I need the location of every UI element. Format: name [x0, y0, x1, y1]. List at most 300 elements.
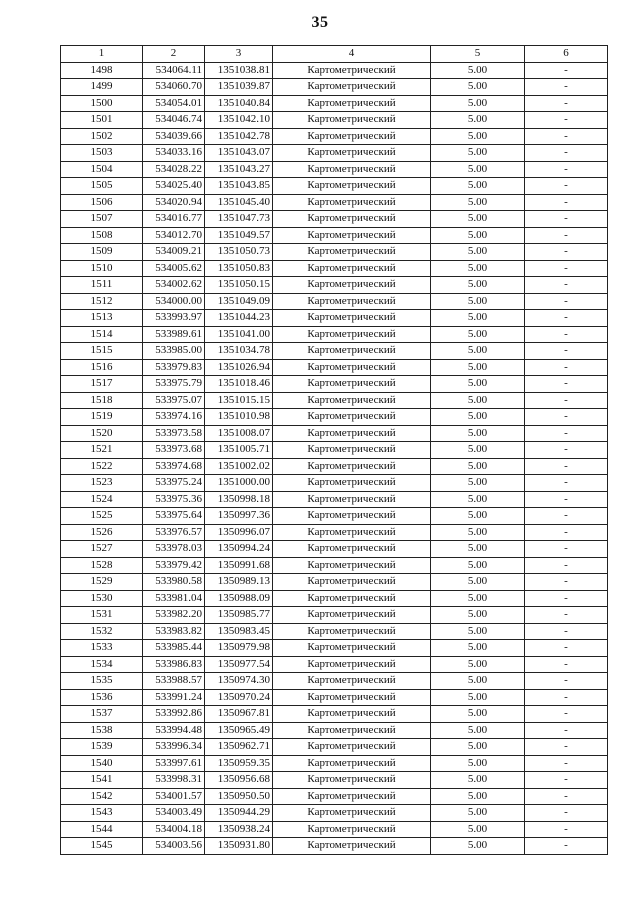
method-cell: Картометрический: [273, 128, 431, 145]
accuracy-cell: 5.00: [431, 145, 525, 162]
note-cell: -: [525, 161, 608, 178]
accuracy-cell: 5.00: [431, 541, 525, 558]
method-cell: Картометрический: [273, 112, 431, 129]
point-number-cell: 1537: [61, 706, 143, 723]
y-coordinate-cell: 1350991.68: [205, 557, 273, 574]
x-coordinate-cell: 533996.34: [143, 739, 205, 756]
table-row: [61, 409, 608, 426]
y-coordinate-cell: 1351050.73: [205, 244, 273, 261]
accuracy-cell: 5.00: [431, 475, 525, 492]
y-coordinate-cell: 1351050.83: [205, 260, 273, 277]
method-cell: Картометрический: [273, 359, 431, 376]
x-coordinate-cell: 533975.24: [143, 475, 205, 492]
accuracy-cell: 5.00: [431, 491, 525, 508]
x-coordinate-cell: 533976.57: [143, 524, 205, 541]
x-coordinate-cell: 533985.00: [143, 343, 205, 360]
point-number-cell: 1514: [61, 326, 143, 343]
note-cell: -: [525, 62, 608, 79]
method-cell: Картометрический: [273, 227, 431, 244]
x-coordinate-cell: 534025.40: [143, 178, 205, 195]
y-coordinate-cell: 1351044.23: [205, 310, 273, 327]
method-cell: Картометрический: [273, 607, 431, 624]
y-coordinate-cell: 1351002.02: [205, 458, 273, 475]
x-coordinate-cell: 533986.83: [143, 656, 205, 673]
accuracy-cell: 5.00: [431, 442, 525, 459]
note-cell: -: [525, 293, 608, 310]
y-coordinate-cell: 1350970.24: [205, 689, 273, 706]
table-row: [61, 821, 608, 838]
accuracy-cell: 5.00: [431, 376, 525, 393]
note-cell: -: [525, 557, 608, 574]
note-cell: -: [525, 524, 608, 541]
note-cell: -: [525, 838, 608, 855]
point-number-cell: 1538: [61, 722, 143, 739]
point-number-cell: 1511: [61, 277, 143, 294]
method-cell: Картометрический: [273, 161, 431, 178]
point-number-cell: 1524: [61, 491, 143, 508]
y-coordinate-cell: 1351043.07: [205, 145, 273, 162]
x-coordinate-cell: 533973.68: [143, 442, 205, 459]
point-number-cell: 1516: [61, 359, 143, 376]
note-cell: -: [525, 128, 608, 145]
x-coordinate-cell: 534001.57: [143, 788, 205, 805]
y-coordinate-cell: 1350950.50: [205, 788, 273, 805]
note-cell: -: [525, 574, 608, 591]
note-cell: -: [525, 772, 608, 789]
table-row: [61, 178, 608, 195]
y-coordinate-cell: 1351041.00: [205, 326, 273, 343]
column-header: 3: [205, 46, 273, 63]
note-cell: -: [525, 623, 608, 640]
note-cell: -: [525, 607, 608, 624]
point-number-cell: 1508: [61, 227, 143, 244]
table-row: [61, 623, 608, 640]
y-coordinate-cell: 1350974.30: [205, 673, 273, 690]
table-row: [61, 227, 608, 244]
point-number-cell: 1503: [61, 145, 143, 162]
note-cell: -: [525, 673, 608, 690]
note-cell: -: [525, 739, 608, 756]
x-coordinate-cell: 533974.16: [143, 409, 205, 426]
x-coordinate-cell: 533979.42: [143, 557, 205, 574]
y-coordinate-cell: 1351042.78: [205, 128, 273, 145]
x-coordinate-cell: 533988.57: [143, 673, 205, 690]
method-cell: Картометрический: [273, 62, 431, 79]
note-cell: -: [525, 227, 608, 244]
y-coordinate-cell: 1350931.80: [205, 838, 273, 855]
y-coordinate-cell: 1350988.09: [205, 590, 273, 607]
table-row: [61, 112, 608, 129]
method-cell: Картометрический: [273, 244, 431, 261]
point-number-cell: 1530: [61, 590, 143, 607]
y-coordinate-cell: 1350979.98: [205, 640, 273, 657]
x-coordinate-cell: 534039.66: [143, 128, 205, 145]
point-number-cell: 1531: [61, 607, 143, 624]
accuracy-cell: 5.00: [431, 62, 525, 79]
table-row: [61, 62, 608, 79]
point-number-cell: 1518: [61, 392, 143, 409]
note-cell: -: [525, 425, 608, 442]
y-coordinate-cell: 1351005.71: [205, 442, 273, 459]
method-cell: Картометрический: [273, 392, 431, 409]
accuracy-cell: 5.00: [431, 277, 525, 294]
y-coordinate-cell: 1351045.40: [205, 194, 273, 211]
table-row: [61, 491, 608, 508]
table-row: [61, 722, 608, 739]
note-cell: -: [525, 112, 608, 129]
point-number-cell: 1533: [61, 640, 143, 657]
column-header: 2: [143, 46, 205, 63]
x-coordinate-cell: 534016.77: [143, 211, 205, 228]
y-coordinate-cell: 1350983.45: [205, 623, 273, 640]
table-row: [61, 376, 608, 393]
table-row: [61, 640, 608, 657]
table-row: [61, 689, 608, 706]
method-cell: Картометрический: [273, 805, 431, 822]
x-coordinate-cell: 533994.48: [143, 722, 205, 739]
method-cell: Картометрический: [273, 524, 431, 541]
note-cell: -: [525, 392, 608, 409]
note-cell: -: [525, 722, 608, 739]
note-cell: -: [525, 376, 608, 393]
method-cell: Картометрический: [273, 491, 431, 508]
note-cell: -: [525, 590, 608, 607]
table-row: [61, 244, 608, 261]
point-number-cell: 1521: [61, 442, 143, 459]
accuracy-cell: 5.00: [431, 359, 525, 376]
point-number-cell: 1536: [61, 689, 143, 706]
point-number-cell: 1544: [61, 821, 143, 838]
method-cell: Картометрический: [273, 211, 431, 228]
note-cell: -: [525, 689, 608, 706]
x-coordinate-cell: 533973.58: [143, 425, 205, 442]
accuracy-cell: 5.00: [431, 821, 525, 838]
y-coordinate-cell: 1351026.94: [205, 359, 273, 376]
accuracy-cell: 5.00: [431, 640, 525, 657]
table-row: [61, 574, 608, 591]
x-coordinate-cell: 533975.79: [143, 376, 205, 393]
table-header-row: [61, 46, 608, 63]
y-coordinate-cell: 1350944.29: [205, 805, 273, 822]
point-number-cell: 1520: [61, 425, 143, 442]
x-coordinate-cell: 534033.16: [143, 145, 205, 162]
note-cell: -: [525, 640, 608, 657]
x-coordinate-cell: 534003.56: [143, 838, 205, 855]
accuracy-cell: 5.00: [431, 590, 525, 607]
note-cell: -: [525, 95, 608, 112]
point-number-cell: 1529: [61, 574, 143, 591]
accuracy-cell: 5.00: [431, 722, 525, 739]
accuracy-cell: 5.00: [431, 458, 525, 475]
y-coordinate-cell: 1350998.18: [205, 491, 273, 508]
x-coordinate-cell: 534003.49: [143, 805, 205, 822]
x-coordinate-cell: 533997.61: [143, 755, 205, 772]
method-cell: Картометрический: [273, 178, 431, 195]
point-number-cell: 1526: [61, 524, 143, 541]
x-coordinate-cell: 533975.64: [143, 508, 205, 525]
x-coordinate-cell: 534064.11: [143, 62, 205, 79]
method-cell: Картометрический: [273, 425, 431, 442]
table-row: [61, 788, 608, 805]
note-cell: -: [525, 211, 608, 228]
point-number-cell: 1543: [61, 805, 143, 822]
accuracy-cell: 5.00: [431, 79, 525, 96]
accuracy-cell: 5.00: [431, 574, 525, 591]
y-coordinate-cell: 1351018.46: [205, 376, 273, 393]
table-row: [61, 359, 608, 376]
table-row: [61, 145, 608, 162]
y-coordinate-cell: 1350965.49: [205, 722, 273, 739]
accuracy-cell: 5.00: [431, 95, 525, 112]
point-number-cell: 1510: [61, 260, 143, 277]
table-row: [61, 79, 608, 96]
accuracy-cell: 5.00: [431, 293, 525, 310]
x-coordinate-cell: 533980.58: [143, 574, 205, 591]
x-coordinate-cell: 534012.70: [143, 227, 205, 244]
table-row: [61, 673, 608, 690]
point-number-cell: 1506: [61, 194, 143, 211]
table-row: [61, 541, 608, 558]
point-number-cell: 1519: [61, 409, 143, 426]
y-coordinate-cell: 1351042.10: [205, 112, 273, 129]
x-coordinate-cell: 534028.22: [143, 161, 205, 178]
accuracy-cell: 5.00: [431, 112, 525, 129]
y-coordinate-cell: 1350959.35: [205, 755, 273, 772]
note-cell: -: [525, 755, 608, 772]
method-cell: Картометрический: [273, 590, 431, 607]
y-coordinate-cell: 1351049.57: [205, 227, 273, 244]
point-number-cell: 1532: [61, 623, 143, 640]
x-coordinate-cell: 533975.36: [143, 491, 205, 508]
table-row: [61, 458, 608, 475]
method-cell: Картометрический: [273, 640, 431, 657]
accuracy-cell: 5.00: [431, 524, 525, 541]
point-number-cell: 1522: [61, 458, 143, 475]
accuracy-cell: 5.00: [431, 557, 525, 574]
x-coordinate-cell: 534002.62: [143, 277, 205, 294]
method-cell: Картометрический: [273, 838, 431, 855]
point-number-cell: 1509: [61, 244, 143, 261]
method-cell: Картометрический: [273, 95, 431, 112]
y-coordinate-cell: 1351034.78: [205, 343, 273, 360]
table-row: [61, 475, 608, 492]
accuracy-cell: 5.00: [431, 227, 525, 244]
x-coordinate-cell: 534009.21: [143, 244, 205, 261]
table-row: [61, 425, 608, 442]
method-cell: Картометрический: [273, 508, 431, 525]
x-coordinate-cell: 534000.00: [143, 293, 205, 310]
table-row: [61, 326, 608, 343]
x-coordinate-cell: 533975.07: [143, 392, 205, 409]
note-cell: -: [525, 656, 608, 673]
note-cell: -: [525, 805, 608, 822]
method-cell: Картометрический: [273, 409, 431, 426]
y-coordinate-cell: 1351038.81: [205, 62, 273, 79]
method-cell: Картометрический: [273, 623, 431, 640]
method-cell: Картометрический: [273, 673, 431, 690]
note-cell: -: [525, 821, 608, 838]
column-header: 5: [431, 46, 525, 63]
x-coordinate-cell: 533982.20: [143, 607, 205, 624]
y-coordinate-cell: 1350985.77: [205, 607, 273, 624]
point-number-cell: 1539: [61, 739, 143, 756]
y-coordinate-cell: 1350977.54: [205, 656, 273, 673]
note-cell: -: [525, 145, 608, 162]
note-cell: -: [525, 244, 608, 261]
y-coordinate-cell: 1351043.85: [205, 178, 273, 195]
table-row: [61, 95, 608, 112]
point-number-cell: 1525: [61, 508, 143, 525]
method-cell: Картометрический: [273, 194, 431, 211]
accuracy-cell: 5.00: [431, 805, 525, 822]
method-cell: Картометрический: [273, 79, 431, 96]
point-number-cell: 1502: [61, 128, 143, 145]
accuracy-cell: 5.00: [431, 673, 525, 690]
point-number-cell: 1507: [61, 211, 143, 228]
note-cell: -: [525, 310, 608, 327]
x-coordinate-cell: 533983.82: [143, 623, 205, 640]
y-coordinate-cell: 1351010.98: [205, 409, 273, 426]
method-cell: Картометрический: [273, 739, 431, 756]
point-number-cell: 1515: [61, 343, 143, 360]
accuracy-cell: 5.00: [431, 739, 525, 756]
y-coordinate-cell: 1350994.24: [205, 541, 273, 558]
accuracy-cell: 5.00: [431, 128, 525, 145]
method-cell: Картометрический: [273, 442, 431, 459]
note-cell: -: [525, 277, 608, 294]
accuracy-cell: 5.00: [431, 607, 525, 624]
note-cell: -: [525, 178, 608, 195]
accuracy-cell: 5.00: [431, 755, 525, 772]
x-coordinate-cell: 534054.01: [143, 95, 205, 112]
table-row: [61, 557, 608, 574]
x-coordinate-cell: 534020.94: [143, 194, 205, 211]
method-cell: Картометрический: [273, 557, 431, 574]
accuracy-cell: 5.00: [431, 194, 525, 211]
method-cell: Картометрический: [273, 326, 431, 343]
point-number-cell: 1527: [61, 541, 143, 558]
x-coordinate-cell: 533991.24: [143, 689, 205, 706]
table-row: [61, 392, 608, 409]
y-coordinate-cell: 1350989.13: [205, 574, 273, 591]
table-row: [61, 656, 608, 673]
accuracy-cell: 5.00: [431, 392, 525, 409]
accuracy-cell: 5.00: [431, 656, 525, 673]
table-row: [61, 607, 608, 624]
accuracy-cell: 5.00: [431, 788, 525, 805]
y-coordinate-cell: 1351043.27: [205, 161, 273, 178]
note-cell: -: [525, 409, 608, 426]
accuracy-cell: 5.00: [431, 838, 525, 855]
note-cell: -: [525, 541, 608, 558]
x-coordinate-cell: 533979.83: [143, 359, 205, 376]
accuracy-cell: 5.00: [431, 409, 525, 426]
table-row: [61, 194, 608, 211]
y-coordinate-cell: 1350938.24: [205, 821, 273, 838]
point-number-cell: 1528: [61, 557, 143, 574]
table-row: [61, 310, 608, 327]
x-coordinate-cell: 534005.62: [143, 260, 205, 277]
note-cell: -: [525, 326, 608, 343]
accuracy-cell: 5.00: [431, 772, 525, 789]
table-row: [61, 128, 608, 145]
note-cell: -: [525, 260, 608, 277]
point-number-cell: 1500: [61, 95, 143, 112]
column-header: 6: [525, 46, 608, 63]
point-number-cell: 1512: [61, 293, 143, 310]
y-coordinate-cell: 1351049.09: [205, 293, 273, 310]
method-cell: Картометрический: [273, 145, 431, 162]
x-coordinate-cell: 533981.04: [143, 590, 205, 607]
note-cell: -: [525, 79, 608, 96]
accuracy-cell: 5.00: [431, 326, 525, 343]
table-row: [61, 211, 608, 228]
point-number-cell: 1501: [61, 112, 143, 129]
note-cell: -: [525, 788, 608, 805]
note-cell: -: [525, 442, 608, 459]
y-coordinate-cell: 1350996.07: [205, 524, 273, 541]
point-number-cell: 1545: [61, 838, 143, 855]
x-coordinate-cell: 534046.74: [143, 112, 205, 129]
table-row: [61, 442, 608, 459]
table-row: [61, 739, 608, 756]
x-coordinate-cell: 533974.68: [143, 458, 205, 475]
accuracy-cell: 5.00: [431, 706, 525, 723]
coordinates-table: [60, 45, 608, 855]
accuracy-cell: 5.00: [431, 623, 525, 640]
method-cell: Картометрический: [273, 343, 431, 360]
table-body: [61, 62, 608, 854]
x-coordinate-cell: 534004.18: [143, 821, 205, 838]
accuracy-cell: 5.00: [431, 260, 525, 277]
y-coordinate-cell: 1351040.84: [205, 95, 273, 112]
method-cell: Картометрический: [273, 772, 431, 789]
y-coordinate-cell: 1351039.87: [205, 79, 273, 96]
point-number-cell: 1504: [61, 161, 143, 178]
table-row: [61, 524, 608, 541]
x-coordinate-cell: 533985.44: [143, 640, 205, 657]
table-row: [61, 277, 608, 294]
note-cell: -: [525, 508, 608, 525]
accuracy-cell: 5.00: [431, 178, 525, 195]
method-cell: Картометрический: [273, 706, 431, 723]
point-number-cell: 1499: [61, 79, 143, 96]
x-coordinate-cell: 533989.61: [143, 326, 205, 343]
method-cell: Картометрический: [273, 277, 431, 294]
method-cell: Картометрический: [273, 475, 431, 492]
method-cell: Картометрический: [273, 574, 431, 591]
method-cell: Картометрический: [273, 376, 431, 393]
y-coordinate-cell: 1350967.81: [205, 706, 273, 723]
method-cell: Картометрический: [273, 788, 431, 805]
point-number-cell: 1535: [61, 673, 143, 690]
note-cell: -: [525, 359, 608, 376]
accuracy-cell: 5.00: [431, 425, 525, 442]
method-cell: Картометрический: [273, 755, 431, 772]
table-row: [61, 755, 608, 772]
table-row: [61, 161, 608, 178]
method-cell: Картометрический: [273, 260, 431, 277]
table-row: [61, 508, 608, 525]
note-cell: -: [525, 706, 608, 723]
method-cell: Картометрический: [273, 458, 431, 475]
table-row: [61, 838, 608, 855]
y-coordinate-cell: 1351050.15: [205, 277, 273, 294]
point-number-cell: 1523: [61, 475, 143, 492]
y-coordinate-cell: 1351000.00: [205, 475, 273, 492]
note-cell: -: [525, 194, 608, 211]
y-coordinate-cell: 1350956.68: [205, 772, 273, 789]
